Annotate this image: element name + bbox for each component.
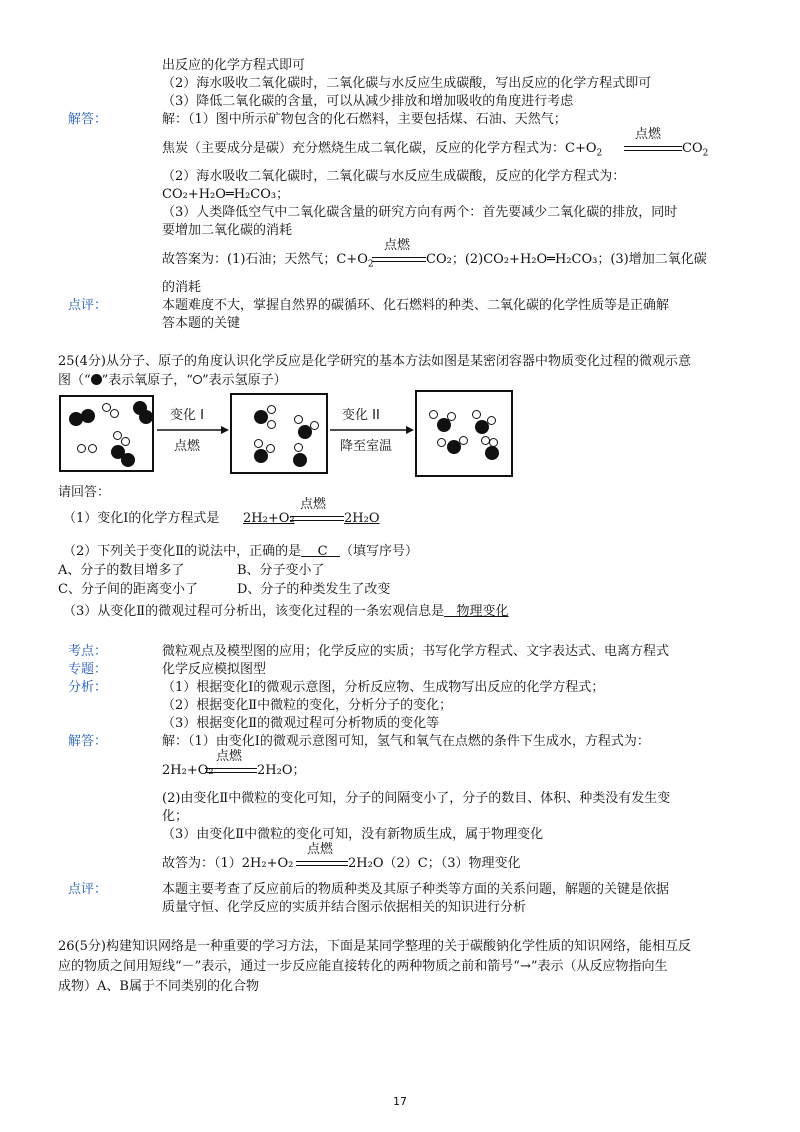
question-stem: 成物）A、B属于不同类别的化合物 — [58, 979, 259, 994]
page-number: 17 — [393, 1095, 407, 1108]
hydrogen-atom-icon — [447, 412, 456, 421]
analysis-line: （1）根据变化Ⅰ的微观示意图，分析反应物、生成物写出反应的化学方程式； — [162, 680, 605, 695]
oxygen-atom-icon — [293, 453, 307, 467]
answer-line: （3）由变化Ⅱ中微粒的变化可知，没有新物质生成，属于物理变化 — [162, 827, 544, 842]
hydrogen-atom-icon — [429, 410, 438, 419]
oxygen-atom-icon — [121, 453, 135, 467]
oxygen-atom-icon — [254, 410, 268, 424]
answer-label: 解答： — [68, 112, 108, 127]
condition-label: 点燃 — [300, 497, 327, 512]
review-line: 答本题的关键 — [162, 316, 241, 331]
answer-label: 解答： — [68, 734, 108, 749]
arrow-icon — [157, 425, 229, 435]
answer-line: 解：（1）图中所示矿物包含的化石燃料，主要包括煤、石油、天然气； — [162, 112, 567, 127]
answer-line: 化； — [162, 809, 189, 824]
prompt: 请回答： — [58, 485, 111, 500]
hydrogen-atom-icon — [110, 409, 119, 418]
review-label: 点评： — [68, 298, 108, 313]
hydrogen-atom-icon — [294, 415, 303, 424]
hydrogen-atom-icon — [266, 444, 275, 453]
review-line: 本题难度不大，掌握自然界的碳循环、化石燃料的种类、二氧化碳的化学性质等是正确解 — [162, 298, 670, 313]
condition-label: 点燃 — [216, 749, 243, 764]
topic-text: 化学反应模拟图型 — [162, 662, 267, 677]
review-label: 点评： — [68, 882, 108, 897]
sub-question: （2）下列关于变化Ⅱ的说法中，正确的是 C （填写序号） — [63, 544, 419, 559]
question-stem: 应的物质之间用短线“－”表示，通过一步反应能直接转化的两种物质之前和箭号“→”表示（从反应物指向生 — [58, 959, 668, 974]
condition-label: 点燃 — [384, 238, 411, 253]
option: B、分子变小了 — [237, 563, 325, 578]
oxygen-atom-icon — [91, 374, 102, 385]
option: A、分子的数目增多了 — [58, 563, 185, 578]
oxygen-atom-icon — [81, 409, 95, 423]
option: D、分子的种类发生了改变 — [237, 582, 391, 597]
answer-line: 要增加二氧化碳的消耗 — [162, 223, 293, 238]
hydrogen-atom-icon — [294, 443, 303, 452]
equation-sign — [290, 516, 344, 521]
answer-line: （2）海水吸收二氧化碳时，二氧化碳与水反应生成碳酸，反应的化学方程式为： — [162, 169, 626, 184]
analysis-label: 分析： — [68, 680, 108, 695]
review-line: 本题主要考查了反应前后的物质种类及其原子种类等方面的关系问题，解题的关键是依据 — [162, 882, 670, 897]
box-middle — [230, 393, 328, 474]
equation-sign — [372, 257, 426, 262]
answer-line: 故答案为：(1)石油；天然气；$C+O_2$ — [162, 252, 374, 270]
question-stem: 图（“ ”表示氧原子，“ ”表示氢原子） — [58, 373, 287, 388]
equation-sign — [205, 768, 257, 773]
sub-question: （3）从变化Ⅱ的微观过程可分析出，该变化过程的一条宏观信息是 物理变化 — [63, 604, 509, 619]
analysis-line: 出反应的化学方程式即可 — [162, 58, 306, 73]
review-line: 质量守恒、化学反应的实质并结合图示依据相关的知识进行分析 — [162, 900, 527, 915]
equation-product: $CO_2$ — [682, 141, 709, 159]
answer-equation: 2H₂O — [344, 511, 380, 526]
analysis-line: （2）根据变化Ⅱ中微粒的变化，分析分子的变化； — [162, 698, 453, 713]
arrow-label: 点燃 — [174, 439, 201, 454]
answer-line: (2)由变化Ⅱ中微粒的变化可知，分子的间隔变小了，分子的数目、体积、种类没有发生变 — [162, 791, 671, 806]
hydrogen-atom-icon — [487, 416, 496, 425]
oxygen-atom-icon — [485, 446, 499, 460]
hydrogen-atom-icon — [437, 438, 446, 447]
hydrogen-atom-icon — [254, 439, 263, 448]
oxygen-atom-icon — [139, 410, 153, 424]
analysis-line: （3）根据变化Ⅱ的微观过程可分析物质的变化等 — [162, 716, 440, 731]
hydrogen-atom-icon — [459, 436, 468, 445]
hydrogen-atom-icon — [193, 375, 202, 384]
question-stem: 25(4分)从分子、原子的角度认识化学反应是化学研究的基本方法如图是某密闭容器中物质变化过程的微观示意 — [58, 354, 691, 369]
topic-label: 专题： — [68, 662, 108, 677]
hydrogen-atom-icon — [310, 421, 319, 430]
equation: CO₂+H₂O═H₂CO₃； — [162, 187, 290, 202]
answer-line: 故答为：（1）2H₂+O₂ — [162, 856, 294, 871]
keypoint-text: 微粒观点及模型图的应用；化学反应的实质；书写化学方程式、文字表达式、电离方程式 — [162, 644, 670, 659]
answer-equation: 2H₂+O₂ — [162, 763, 214, 778]
hydrogen-atom-icon — [121, 437, 130, 446]
answer-line: （3）人类降低空气中二氧化碳含量的研究方向有两个：首先要减少二氧化碳的排放，同时 — [162, 205, 678, 220]
box-after — [415, 390, 513, 477]
answer-line: 焦炭（主要成分是碳）充分燃烧生成二氧化碳，反应的化学方程式为：$C+O_2$ — [162, 141, 603, 159]
answer-line: 解：（1）由变化Ⅰ的微观示意图可知，氢气和氧气在点燃的条件下生成水，方程式为： — [162, 734, 650, 749]
answer-equation: 2H₂+O₂ — [243, 511, 295, 526]
answer-line: CO₂；(2)CO₂+H₂O═H₂CO₃；(3)增加二氧化碳 — [426, 252, 707, 267]
arrow-label: 降至室温 — [340, 439, 393, 454]
answer-line: 的消耗 — [162, 280, 202, 295]
analysis-line: （3）降低二氧化碳的含量，可以从减少排放和增加吸收的角度进行考虑 — [162, 94, 574, 109]
condition-label: 点燃 — [635, 127, 662, 142]
equation-sign — [296, 861, 348, 866]
answer-equation: 2H₂O； — [257, 763, 306, 778]
analysis-line: （2）海水吸收二氧化碳时，二氧化碳与水反应生成碳酸，写出反应的化学方程式即可 — [162, 76, 652, 91]
answer-line: 2H₂O（2）C；（3）物理变化 — [348, 856, 521, 871]
hydrogen-atom-icon — [472, 410, 481, 419]
hydrogen-atom-icon — [267, 405, 276, 414]
option: C、分子间的距离变小了 — [58, 582, 198, 597]
hydrogen-atom-icon — [267, 420, 276, 429]
arrow-label: 变化 II — [342, 408, 380, 423]
arrow-label: 变化 I — [170, 408, 204, 423]
arrow-icon — [330, 425, 414, 435]
keypoint-label: 考点： — [68, 644, 108, 659]
sub-question: （1）变化Ⅰ的化学方程式是 — [63, 511, 220, 526]
hydrogen-atom-icon — [77, 444, 86, 453]
box-before — [59, 395, 154, 472]
hydrogen-atom-icon — [88, 444, 97, 453]
condition-label: 点燃 — [307, 842, 334, 857]
question-stem: 26(5分)构建知识网络是一种重要的学习方法，下面是某同学整理的关于碳酸钠化学性质的知识网络，能相互反 — [58, 939, 691, 954]
equation-sign — [624, 146, 682, 151]
